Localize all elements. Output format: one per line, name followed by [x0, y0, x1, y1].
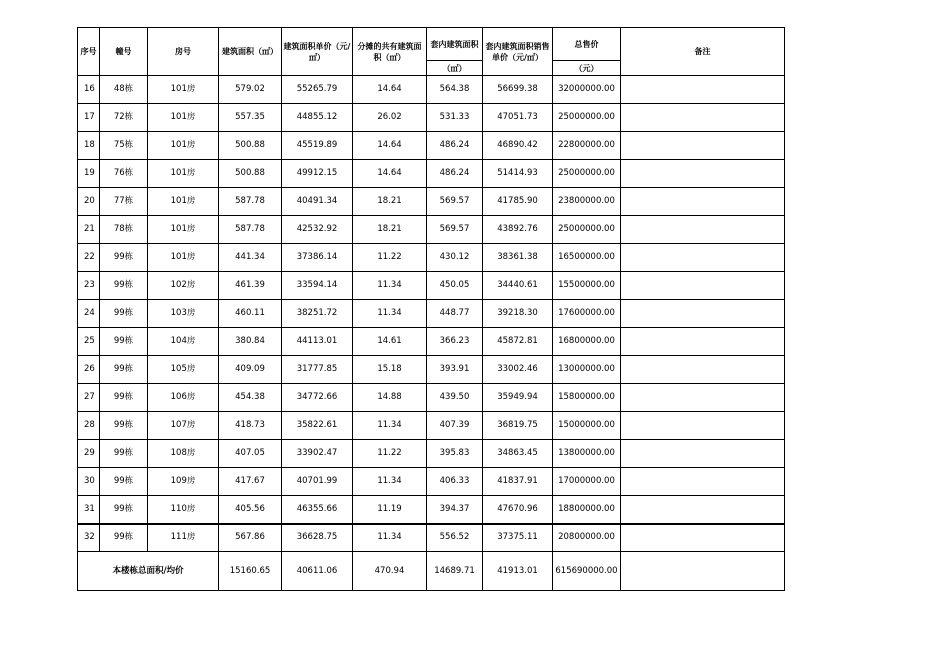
cell-area: 557.35	[219, 104, 282, 132]
cell-shared: 18.21	[353, 216, 427, 244]
cell-room: 111房	[148, 524, 219, 552]
cell-seq: 21	[78, 216, 100, 244]
table-row	[78, 104, 785, 132]
cell-room: 101房	[148, 76, 219, 104]
cell-total: 15500000.00	[553, 272, 621, 300]
cell-area-price: 37386.14	[282, 244, 353, 272]
cell-room: 101房	[148, 216, 219, 244]
cell-room: 101房	[148, 188, 219, 216]
cell-area-price: 38251.72	[282, 300, 353, 328]
cell-remark	[621, 132, 785, 160]
cell-area: 405.56	[219, 496, 282, 524]
table-row	[78, 356, 785, 384]
cell-inner: 395.83	[427, 440, 483, 468]
header-area-unit-price: 建筑面积单价（元/㎡）	[282, 28, 353, 76]
cell-area-price: 35822.61	[282, 412, 353, 440]
cell-room: 106房	[148, 384, 219, 412]
header-total-price-unit: （元）	[553, 61, 621, 76]
cell-area-price: 42532.92	[282, 216, 353, 244]
cell-total: 16800000.00	[553, 328, 621, 356]
cell-shared: 11.34	[353, 412, 427, 440]
summary-shared: 470.94	[353, 552, 427, 591]
cell-total: 16500000.00	[553, 244, 621, 272]
table-row	[78, 76, 785, 104]
cell-inner: 448.77	[427, 300, 483, 328]
cell-seq: 23	[78, 272, 100, 300]
cell-inner: 564.38	[427, 76, 483, 104]
cell-area: 407.05	[219, 440, 282, 468]
cell-room: 103房	[148, 300, 219, 328]
table-row	[78, 132, 785, 160]
cell-inner-price: 36819.75	[483, 412, 553, 440]
cell-shared: 11.19	[353, 496, 427, 524]
cell-inner: 430.12	[427, 244, 483, 272]
cell-building: 99栋	[100, 412, 148, 440]
cell-inner: 439.50	[427, 384, 483, 412]
cell-shared: 14.64	[353, 132, 427, 160]
header-building: 幢号	[100, 28, 148, 76]
table-header	[78, 28, 785, 76]
cell-inner: 406.33	[427, 468, 483, 496]
cell-room: 109房	[148, 468, 219, 496]
cell-inner-price: 34440.61	[483, 272, 553, 300]
cell-area-price: 33902.47	[282, 440, 353, 468]
cell-remark	[621, 104, 785, 132]
cell-shared: 14.64	[353, 160, 427, 188]
cell-inner: 393.91	[427, 356, 483, 384]
summary-area: 15160.65	[219, 552, 282, 591]
cell-area-price: 31777.85	[282, 356, 353, 384]
cell-area: 587.78	[219, 188, 282, 216]
cell-area-price: 45519.89	[282, 132, 353, 160]
cell-room: 101房	[148, 132, 219, 160]
cell-shared: 11.22	[353, 244, 427, 272]
table-row	[78, 272, 785, 300]
cell-shared: 14.64	[353, 76, 427, 104]
table-row	[78, 384, 785, 412]
cell-inner-price: 41785.90	[483, 188, 553, 216]
table-row	[78, 440, 785, 468]
cell-remark	[621, 216, 785, 244]
table-row	[78, 524, 785, 552]
summary-inner-price: 41913.01	[483, 552, 553, 591]
table-row	[78, 328, 785, 356]
cell-area: 587.78	[219, 216, 282, 244]
cell-area: 454.38	[219, 384, 282, 412]
cell-area: 418.73	[219, 412, 282, 440]
cell-inner-price: 41837.91	[483, 468, 553, 496]
cell-area: 417.67	[219, 468, 282, 496]
cell-inner-price: 47051.73	[483, 104, 553, 132]
cell-inner-price: 51414.93	[483, 160, 553, 188]
cell-inner-price: 37375.11	[483, 524, 553, 552]
cell-area-price: 40701.99	[282, 468, 353, 496]
cell-remark	[621, 440, 785, 468]
cell-building: 99栋	[100, 524, 148, 552]
cell-area-price: 40491.34	[282, 188, 353, 216]
table-row	[78, 216, 785, 244]
cell-building: 78栋	[100, 216, 148, 244]
cell-seq: 31	[78, 496, 100, 524]
cell-shared: 14.88	[353, 384, 427, 412]
cell-area: 461.39	[219, 272, 282, 300]
table-body	[78, 76, 785, 552]
cell-inner: 450.05	[427, 272, 483, 300]
cell-shared: 11.34	[353, 468, 427, 496]
cell-inner-price: 33002.46	[483, 356, 553, 384]
cell-inner: 569.57	[427, 216, 483, 244]
cell-seq: 16	[78, 76, 100, 104]
cell-total: 17000000.00	[553, 468, 621, 496]
cell-inner-price: 35949.94	[483, 384, 553, 412]
cell-seq: 17	[78, 104, 100, 132]
cell-total: 15800000.00	[553, 384, 621, 412]
cell-seq: 32	[78, 524, 100, 552]
cell-remark	[621, 468, 785, 496]
cell-total: 25000000.00	[553, 104, 621, 132]
cell-shared: 11.22	[353, 440, 427, 468]
cell-total: 13800000.00	[553, 440, 621, 468]
cell-inner-price: 34863.45	[483, 440, 553, 468]
cell-seq: 30	[78, 468, 100, 496]
cell-seq: 24	[78, 300, 100, 328]
cell-seq: 22	[78, 244, 100, 272]
cell-room: 107房	[148, 412, 219, 440]
table-summary	[78, 552, 785, 591]
table-row	[78, 160, 785, 188]
header-seq: 序号	[78, 28, 100, 76]
header-total-price: 总售价	[553, 28, 621, 61]
price-table	[77, 27, 785, 591]
cell-area-price: 44113.01	[282, 328, 353, 356]
summary-inner: 14689.71	[427, 552, 483, 591]
cell-area-price: 33594.14	[282, 272, 353, 300]
cell-inner-price: 56699.38	[483, 76, 553, 104]
cell-remark	[621, 244, 785, 272]
table-row	[78, 412, 785, 440]
table-row	[78, 300, 785, 328]
cell-remark	[621, 76, 785, 104]
cell-seq: 20	[78, 188, 100, 216]
cell-building: 48栋	[100, 76, 148, 104]
cell-inner: 486.24	[427, 132, 483, 160]
header-inner-unit-price: 套内建筑面积销售单价（元/㎡）	[483, 28, 553, 76]
header-shared-area: 分摊的共有建筑面积（㎡）	[353, 28, 427, 76]
cell-area-price: 49912.15	[282, 160, 353, 188]
cell-room: 101房	[148, 160, 219, 188]
cell-shared: 11.34	[353, 272, 427, 300]
cell-area: 567.86	[219, 524, 282, 552]
header-inner-area: 套内建筑面积	[427, 28, 483, 61]
cell-area-price: 46355.66	[282, 496, 353, 524]
table-row	[78, 468, 785, 496]
cell-area: 500.88	[219, 160, 282, 188]
cell-building: 99栋	[100, 272, 148, 300]
cell-inner: 486.24	[427, 160, 483, 188]
cell-building: 99栋	[100, 244, 148, 272]
table-row	[78, 496, 785, 524]
header-room: 房号	[148, 28, 219, 76]
cell-remark	[621, 160, 785, 188]
cell-area-price: 55265.79	[282, 76, 353, 104]
cell-area: 579.02	[219, 76, 282, 104]
cell-area-price: 36628.75	[282, 524, 353, 552]
table-row	[78, 244, 785, 272]
header-inner-area-unit: （㎡）	[427, 61, 483, 76]
cell-building: 72栋	[100, 104, 148, 132]
summary-label: 本楼栋总面积/均价	[78, 552, 219, 591]
cell-building: 76栋	[100, 160, 148, 188]
summary-remark	[621, 552, 785, 591]
cell-inner-price: 39218.30	[483, 300, 553, 328]
cell-total: 18800000.00	[553, 496, 621, 524]
cell-area: 409.09	[219, 356, 282, 384]
cell-shared: 14.61	[353, 328, 427, 356]
cell-building: 77栋	[100, 188, 148, 216]
cell-inner: 556.52	[427, 524, 483, 552]
cell-total: 32000000.00	[553, 76, 621, 104]
cell-remark	[621, 328, 785, 356]
cell-room: 104房	[148, 328, 219, 356]
cell-room: 101房	[148, 244, 219, 272]
cell-area-price: 34772.66	[282, 384, 353, 412]
table-row	[78, 188, 785, 216]
header-remarks: 备注	[621, 28, 785, 76]
cell-room: 105房	[148, 356, 219, 384]
cell-inner: 366.23	[427, 328, 483, 356]
cell-seq: 29	[78, 440, 100, 468]
cell-room: 101房	[148, 104, 219, 132]
cell-shared: 11.34	[353, 524, 427, 552]
cell-total: 17600000.00	[553, 300, 621, 328]
cell-total: 22800000.00	[553, 132, 621, 160]
cell-area: 500.88	[219, 132, 282, 160]
summary-area-price: 40611.06	[282, 552, 353, 591]
cell-total: 25000000.00	[553, 160, 621, 188]
cell-room: 110房	[148, 496, 219, 524]
cell-remark	[621, 300, 785, 328]
cell-inner-price: 43892.76	[483, 216, 553, 244]
cell-remark	[621, 272, 785, 300]
cell-remark	[621, 412, 785, 440]
cell-inner-price: 47670.96	[483, 496, 553, 524]
cell-area-price: 44855.12	[282, 104, 353, 132]
cell-remark	[621, 384, 785, 412]
cell-room: 102房	[148, 272, 219, 300]
cell-total: 15000000.00	[553, 412, 621, 440]
cell-seq: 25	[78, 328, 100, 356]
cell-inner: 407.39	[427, 412, 483, 440]
cell-inner-price: 38361.38	[483, 244, 553, 272]
cell-total: 20800000.00	[553, 524, 621, 552]
cell-seq: 26	[78, 356, 100, 384]
cell-area: 380.84	[219, 328, 282, 356]
cell-building: 75栋	[100, 132, 148, 160]
cell-inner: 531.33	[427, 104, 483, 132]
cell-remark	[621, 356, 785, 384]
cell-seq: 28	[78, 412, 100, 440]
cell-total: 25000000.00	[553, 216, 621, 244]
cell-remark	[621, 524, 785, 552]
cell-building: 99栋	[100, 300, 148, 328]
cell-building: 99栋	[100, 468, 148, 496]
cell-seq: 18	[78, 132, 100, 160]
cell-shared: 26.02	[353, 104, 427, 132]
cell-seq: 19	[78, 160, 100, 188]
cell-building: 99栋	[100, 496, 148, 524]
cell-shared: 15.18	[353, 356, 427, 384]
cell-inner: 569.57	[427, 188, 483, 216]
cell-total: 23800000.00	[553, 188, 621, 216]
cell-total: 13000000.00	[553, 356, 621, 384]
cell-seq: 27	[78, 384, 100, 412]
cell-shared: 18.21	[353, 188, 427, 216]
cell-room: 108房	[148, 440, 219, 468]
summary-total: 615690000.00	[553, 552, 621, 591]
cell-remark	[621, 188, 785, 216]
cell-building: 99栋	[100, 328, 148, 356]
header-area: 建筑面积（㎡）	[219, 28, 282, 76]
cell-inner: 394.37	[427, 496, 483, 524]
cell-building: 99栋	[100, 356, 148, 384]
cell-area: 460.11	[219, 300, 282, 328]
cell-inner-price: 45872.81	[483, 328, 553, 356]
cell-building: 99栋	[100, 384, 148, 412]
cell-inner-price: 46890.42	[483, 132, 553, 160]
cell-shared: 11.34	[353, 300, 427, 328]
cell-building: 99栋	[100, 440, 148, 468]
cell-remark	[621, 496, 785, 524]
cell-area: 441.34	[219, 244, 282, 272]
